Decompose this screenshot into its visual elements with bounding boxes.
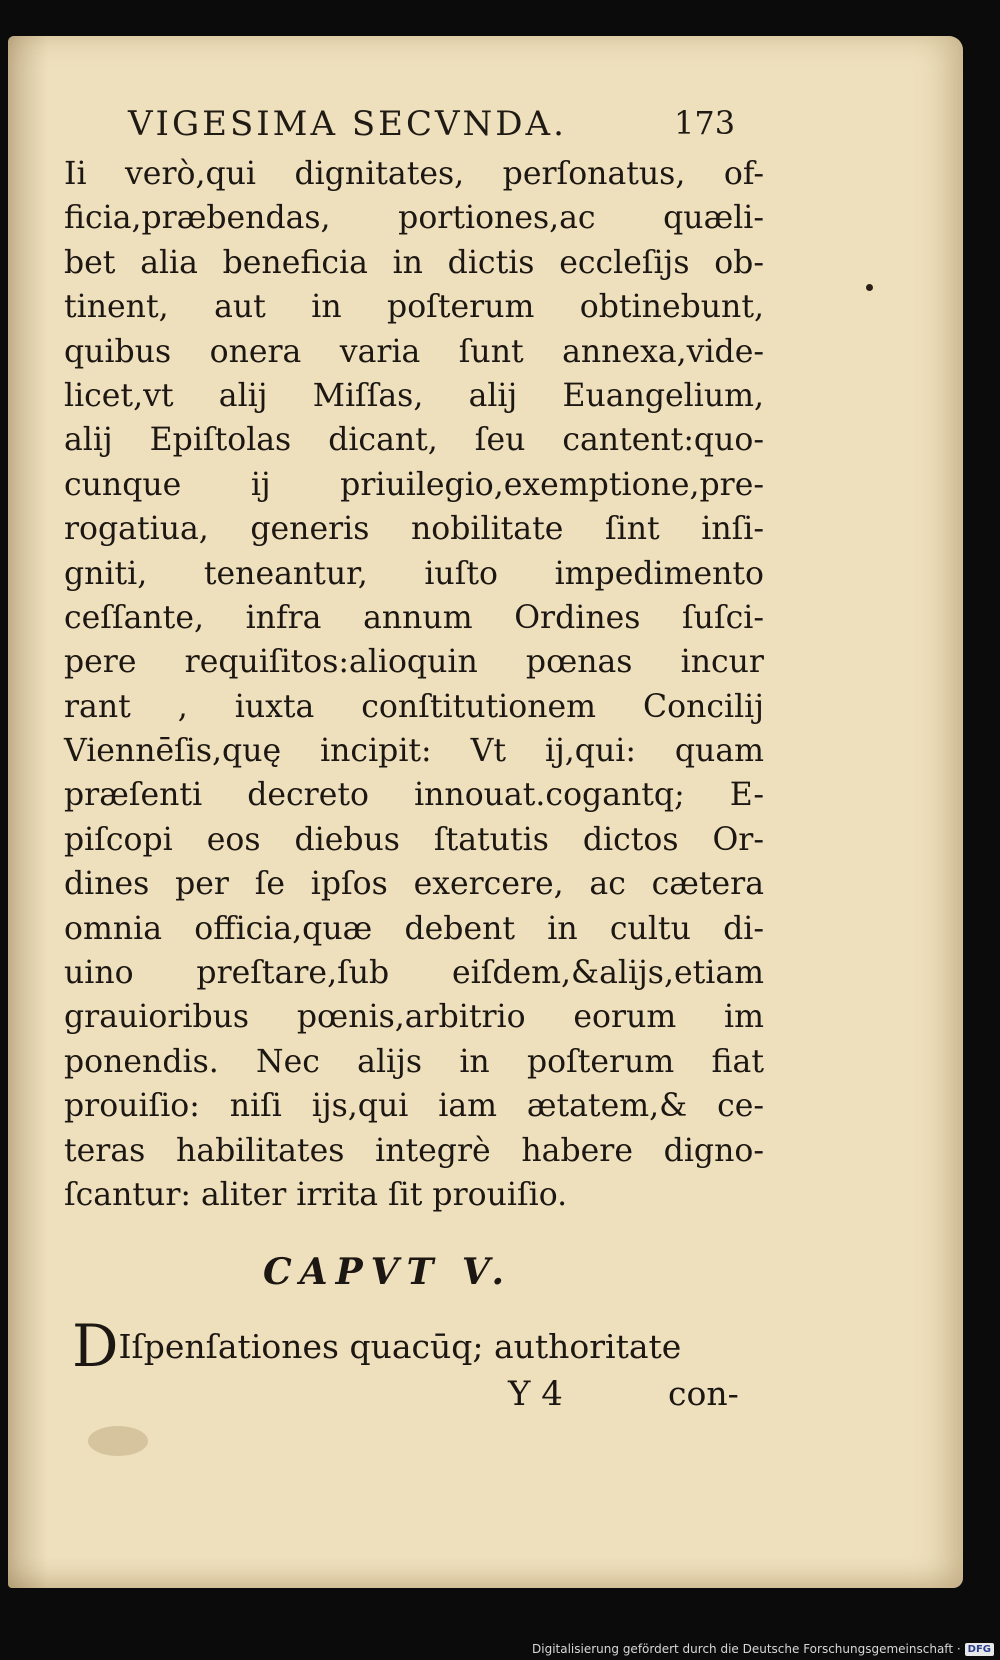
running-head: VIGESIMA SECVNDA.	[128, 104, 567, 144]
book-page	[8, 36, 963, 1588]
text-line: uino preſtare,ſub eiſdem,&alijs,etiam	[64, 955, 764, 992]
text-line: ficia,præbendas, portiones,ac quæli-	[64, 200, 764, 237]
dfg-logo: DFG	[965, 1643, 994, 1656]
text-line: licet,vt alij Miſſas, alij Euangelium,	[64, 377, 764, 414]
credit-text: Digitalisierung gefördert durch die Deutsche Forschungsgemeinschaft ·	[532, 1642, 961, 1656]
text-line: grauioribus pœnis,arbitrio eorum im	[64, 999, 764, 1036]
text-line: omnia officia,quæ debent in cultu di-	[64, 910, 764, 947]
drop-cap: D	[72, 1312, 119, 1380]
text-line: ceſſante, infra annum Ordines ſuſci-	[64, 599, 764, 636]
text-line: piſcopi eos diebus ſtatutis dictos Or-	[64, 821, 764, 858]
text-line: ſcantur: aliter irrita ſit prouiſio.	[64, 1176, 568, 1213]
text-line: rant , iuxta conſtitutionem Concilij	[64, 688, 764, 725]
body-text	[64, 152, 764, 1217]
text-line: bet alia beneficia in dictis eccleſijs ob-	[64, 244, 764, 281]
text-line: ponendis. Nec alijs in poſterum fiat	[64, 1043, 764, 1080]
catchword: con-	[668, 1374, 739, 1413]
ink-spot	[866, 284, 873, 291]
chapter-first-line	[72, 1312, 762, 1380]
paper-stain	[88, 1426, 148, 1456]
digitization-credit	[532, 1642, 994, 1656]
text-line: teras habilitates integrè habere digno-	[64, 1132, 764, 1169]
chapter-line-text: Iſpenſationes quacūq; authoritate	[118, 1327, 682, 1366]
text-line: alij Epiſtolas dicant, ſeu cantent:quo-	[64, 422, 764, 459]
page-number: 173	[674, 104, 736, 142]
text-line: prouiſio: niſi ijs,qui iam ætatem,& ce-	[64, 1088, 764, 1125]
text-line: quibus onera varia ſunt annexa,vide-	[64, 333, 764, 370]
text-line: dines per ſe ipſos exercere, ac cætera	[64, 866, 764, 903]
text-line: Ii verò,qui dignitates, perſonatus, of-	[64, 156, 764, 192]
text-line: tinent, aut in poſterum obtinebunt,	[64, 289, 764, 326]
text-line: Viennēſis,quę incipit: Vt ij,qui: quam	[64, 733, 764, 770]
text-line: cunque ij priuilegio,exemptione,pre-	[64, 466, 764, 503]
chapter-heading: CAPVT V.	[263, 1251, 513, 1293]
text-line: gniti, teneantur, iuſto impedimento	[64, 555, 764, 592]
text-line: præſenti decreto innouat.cogantq; E-	[64, 777, 764, 814]
signature-mark: Y 4	[508, 1374, 563, 1414]
text-line: pere requiſitos:alioquin pœnas incur	[64, 644, 764, 681]
text-line: rogatiua, generis nobilitate ſint inſi-	[64, 511, 764, 548]
